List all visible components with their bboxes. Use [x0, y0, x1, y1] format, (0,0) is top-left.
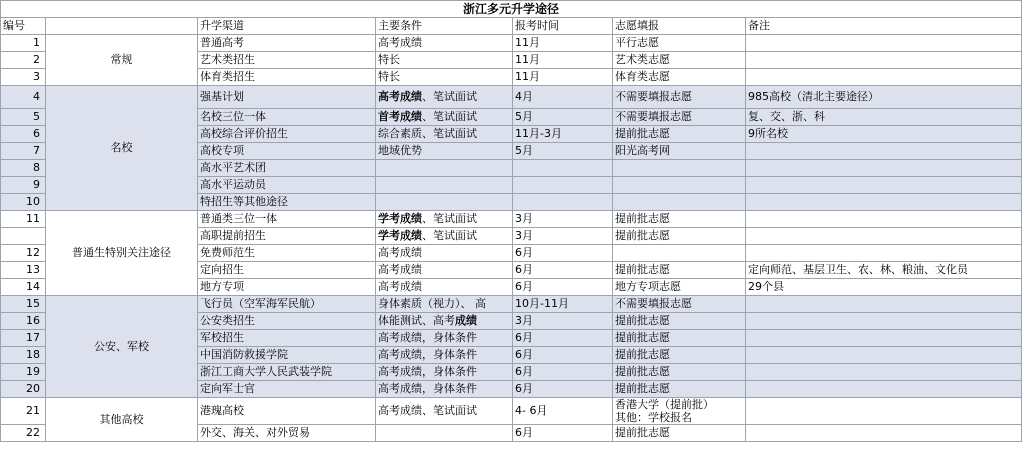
application-cell: 阳光高考网 [613, 143, 746, 160]
header-channel: 升学渠道 [198, 18, 376, 35]
condition-text: 高考成绩、笔试面试 [378, 404, 477, 417]
category-cell: 其他高校 [46, 398, 198, 442]
application-cell: 不需要填报志愿 [613, 109, 746, 126]
condition-text: 高考成绩，身体条件 [378, 382, 477, 395]
condition-cell [376, 347, 513, 364]
row-number: 8 [1, 160, 46, 177]
table-row [1, 296, 1022, 313]
time-cell: 11月 [513, 69, 613, 86]
condition-cell [376, 425, 513, 442]
channel-cell: 普通高考 [198, 35, 376, 52]
condition-text: 高考成绩，身体条件 [378, 348, 477, 361]
notes-cell [746, 194, 1022, 211]
notes-cell: 9所名校 [746, 126, 1022, 143]
notes-cell [746, 398, 1022, 425]
category-cell: 公安、军校 [46, 296, 198, 398]
condition-cell [376, 364, 513, 381]
application-cell: 提前批志愿 [613, 347, 746, 364]
time-cell: 6月 [513, 347, 613, 364]
condition-cell [376, 160, 513, 177]
channel-cell: 飞行员（空军海军民航） [198, 296, 376, 313]
row-number: 12 [1, 245, 46, 262]
row-number: 21 [1, 398, 46, 425]
notes-cell [746, 381, 1022, 398]
application-cell: 提前批志愿 [613, 126, 746, 143]
channel-cell: 公安类招生 [198, 313, 376, 330]
channel-cell: 浙江工商大学人民武装学院 [198, 364, 376, 381]
row-number [1, 228, 46, 245]
channel-cell: 港瑰高校 [198, 398, 376, 425]
channel-cell: 高水平运动员 [198, 177, 376, 194]
table-row [1, 86, 1022, 109]
row-number: 2 [1, 52, 46, 69]
header-application: 志愿填报 [613, 18, 746, 35]
condition-cell [376, 296, 513, 313]
application-cell: 平行志愿 [613, 35, 746, 52]
time-cell: 11月 [513, 35, 613, 52]
notes-cell [746, 245, 1022, 262]
condition-text: 首考成绩 [378, 110, 422, 123]
notes-cell: 985高校（清北主要途径） [746, 86, 1022, 109]
time-cell: 5月 [513, 143, 613, 160]
condition-cell [376, 381, 513, 398]
condition-text: 高考成绩 [378, 90, 422, 103]
table-row [1, 398, 1022, 425]
category-cell: 常规 [46, 35, 198, 86]
condition-text: 、笔试面试 [422, 90, 477, 103]
condition-cell [376, 228, 513, 245]
channel-cell: 高校专项 [198, 143, 376, 160]
time-cell: 4- 6月 [513, 398, 613, 425]
condition-cell [376, 330, 513, 347]
header-number: 编号 [1, 18, 46, 35]
row-number: 11 [1, 211, 46, 228]
table-row [1, 35, 1022, 52]
header-notes: 备注 [746, 18, 1022, 35]
time-cell: 6月 [513, 330, 613, 347]
time-cell: 3月 [513, 211, 613, 228]
table-title: 浙江多元升学途径 [1, 1, 1022, 18]
channel-cell: 名校三位一体 [198, 109, 376, 126]
row-number: 17 [1, 330, 46, 347]
notes-cell [746, 211, 1022, 228]
application-cell: 提前批志愿 [613, 330, 746, 347]
condition-text: 特长 [378, 70, 400, 83]
condition-cell [376, 52, 513, 69]
time-cell: 11月-3月 [513, 126, 613, 143]
channel-cell: 艺术类招生 [198, 52, 376, 69]
application-cell: 提前批志愿 [613, 313, 746, 330]
condition-text: 高考成绩 [378, 36, 422, 49]
notes-cell [746, 347, 1022, 364]
time-cell: 11月 [513, 52, 613, 69]
condition-cell [376, 109, 513, 126]
channel-cell: 强基计划 [198, 86, 376, 109]
notes-cell [746, 160, 1022, 177]
row-number: 1 [1, 35, 46, 52]
row-number: 15 [1, 296, 46, 313]
channel-cell: 定向招生 [198, 262, 376, 279]
application-cell: 体育类志愿 [613, 69, 746, 86]
application-line: 香港大学（提前批） [615, 398, 714, 411]
notes-cell [746, 313, 1022, 330]
channel-cell: 普通类三位一体 [198, 211, 376, 228]
notes-cell: 29个县 [746, 279, 1022, 296]
condition-cell [376, 245, 513, 262]
notes-cell [746, 143, 1022, 160]
condition-text: 学考成绩 [378, 212, 422, 225]
condition-cell [376, 86, 513, 109]
row-number: 5 [1, 109, 46, 126]
notes-cell [746, 35, 1022, 52]
condition-text: 身体素质（视力）、 高 [378, 297, 486, 310]
category-cell: 名校 [46, 86, 198, 211]
row-number: 14 [1, 279, 46, 296]
condition-cell [376, 211, 513, 228]
notes-cell [746, 228, 1022, 245]
row-number: 22 [1, 425, 46, 442]
time-cell [513, 177, 613, 194]
notes-cell [746, 364, 1022, 381]
application-cell: 提前批志愿 [613, 211, 746, 228]
channel-cell: 免费师范生 [198, 245, 376, 262]
time-cell: 6月 [513, 279, 613, 296]
application-line: 其他：学校报名 [615, 411, 692, 424]
application-cell: 提前批志愿 [613, 364, 746, 381]
condition-cell [376, 35, 513, 52]
condition-text: 学考成绩 [378, 229, 422, 242]
application-cell [613, 177, 746, 194]
application-cell: 提前批志愿 [613, 381, 746, 398]
time-cell [513, 194, 613, 211]
application-cell [613, 194, 746, 211]
time-cell: 6月 [513, 262, 613, 279]
time-cell: 3月 [513, 228, 613, 245]
condition-text: 高考成绩，身体条件 [378, 365, 477, 378]
condition-cell [376, 143, 513, 160]
condition-text: 体能测试、高考 [378, 314, 455, 327]
condition-text: 、笔试面试 [422, 110, 477, 123]
header-category [46, 18, 198, 35]
notes-cell [746, 330, 1022, 347]
condition-text: 特长 [378, 53, 400, 66]
condition-text: 高考成绩 [378, 263, 422, 276]
application-cell: 提前批志愿 [613, 262, 746, 279]
channel-cell: 特招生等其他途径 [198, 194, 376, 211]
application-cell: 艺术类志愿 [613, 52, 746, 69]
time-cell [513, 160, 613, 177]
condition-text: 高考成绩，身体条件 [378, 331, 477, 344]
notes-cell [746, 425, 1022, 442]
condition-cell [376, 398, 513, 425]
row-number: 6 [1, 126, 46, 143]
row-number: 19 [1, 364, 46, 381]
condition-cell [376, 262, 513, 279]
condition-text: 、笔试面试 [422, 212, 477, 225]
channel-cell: 军校招生 [198, 330, 376, 347]
row-number: 20 [1, 381, 46, 398]
category-cell: 普通生特别关注途径 [46, 211, 198, 296]
row-number: 16 [1, 313, 46, 330]
channel-cell: 中国消防救援学院 [198, 347, 376, 364]
channel-cell: 地方专项 [198, 279, 376, 296]
application-cell [613, 398, 746, 425]
row-number: 18 [1, 347, 46, 364]
condition-text: 综合素质、笔试面试 [378, 127, 477, 140]
condition-text: 地域优势 [378, 144, 422, 157]
time-cell: 6月 [513, 245, 613, 262]
time-cell: 5月 [513, 109, 613, 126]
condition-cell [376, 313, 513, 330]
time-cell: 4月 [513, 86, 613, 109]
row-number: 7 [1, 143, 46, 160]
condition-cell [376, 177, 513, 194]
condition-cell [376, 279, 513, 296]
channel-cell: 高校综合评价招生 [198, 126, 376, 143]
notes-cell [746, 296, 1022, 313]
application-cell: 提前批志愿 [613, 228, 746, 245]
application-cell: 不需要填报志愿 [613, 86, 746, 109]
channel-cell: 高水平艺术团 [198, 160, 376, 177]
application-cell: 地方专项志愿 [613, 279, 746, 296]
condition-cell [376, 69, 513, 86]
application-cell [613, 245, 746, 262]
channel-cell: 外交、海关、对外贸易 [198, 425, 376, 442]
time-cell: 10月-11月 [513, 296, 613, 313]
condition-cell [376, 126, 513, 143]
channel-cell: 高职提前招生 [198, 228, 376, 245]
header-time: 报考时间 [513, 18, 613, 35]
time-cell: 6月 [513, 381, 613, 398]
notes-cell [746, 177, 1022, 194]
application-cell [613, 160, 746, 177]
notes-cell [746, 52, 1022, 69]
condition-cell [376, 194, 513, 211]
row-number: 9 [1, 177, 46, 194]
table-row [1, 211, 1022, 228]
notes-cell [746, 69, 1022, 86]
condition-text: 高考成绩 [378, 280, 422, 293]
application-cell: 不需要填报志愿 [613, 296, 746, 313]
channel-cell: 定向军士官 [198, 381, 376, 398]
row-number: 13 [1, 262, 46, 279]
condition-text: 、笔试面试 [422, 229, 477, 242]
row-number: 4 [1, 86, 46, 109]
condition-text: 高考成绩 [378, 246, 422, 259]
header-condition: 主要条件 [376, 18, 513, 35]
row-number: 10 [1, 194, 46, 211]
condition-text: 成绩 [455, 314, 477, 327]
time-cell: 3月 [513, 313, 613, 330]
application-cell: 提前批志愿 [613, 425, 746, 442]
channel-cell: 体育类招生 [198, 69, 376, 86]
time-cell: 6月 [513, 425, 613, 442]
time-cell: 6月 [513, 364, 613, 381]
row-number: 3 [1, 69, 46, 86]
notes-cell: 定向师范、基层卫生、农、林、粮油、文化员 [746, 262, 1022, 279]
notes-cell: 复、交、浙、科 [746, 109, 1022, 126]
